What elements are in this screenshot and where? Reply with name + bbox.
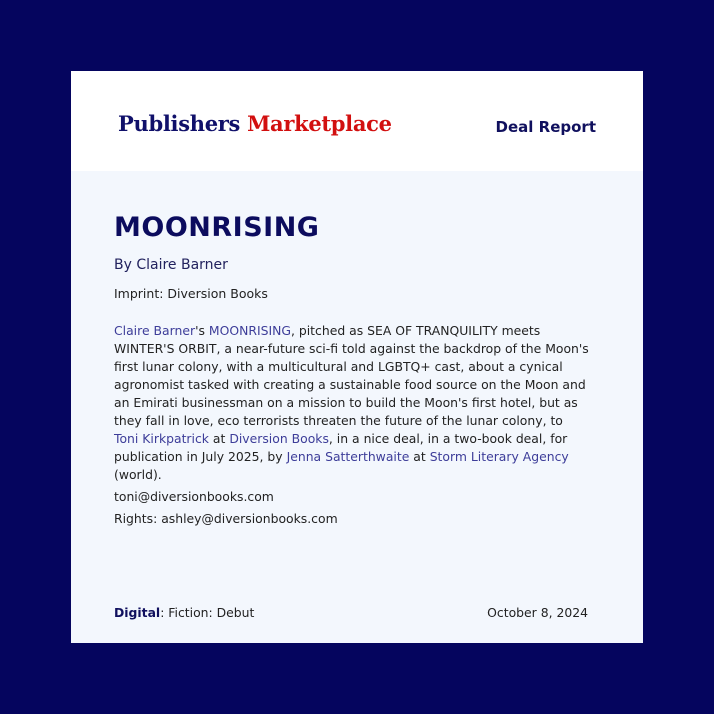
- description-text: , pitched as SEA OF TRANQUILITY meets WINTER'S ORBIT, a near-future sci-fi told against the backdrop of the Moon's first lunar colony, with a multicultural and LGBTQ+ cast, about a cynical agronomist tasked with creating a sustainable food source on the Moon and an Emirati businessman on a mission to build the Moon's first hotel, but as they fall in love, eco terrorists threaten the future of the lunar colony, to: [114, 322, 589, 428]
- description-text: 's: [195, 322, 209, 338]
- rights-contact: Rights: ashley@diversionbooks.com: [114, 510, 338, 526]
- editor-link[interactable]: Toni Kirkpatrick: [114, 430, 209, 446]
- logo-text-marketplace: Marketplace: [247, 111, 392, 136]
- author-link[interactable]: Claire Barner: [114, 322, 196, 338]
- title-link[interactable]: MOONRISING: [208, 322, 291, 338]
- description-text: (world).: [114, 466, 162, 482]
- deal-date: October 8, 2024: [487, 605, 588, 620]
- description-text: at: [409, 448, 430, 464]
- publisher-link[interactable]: Diversion Books: [229, 430, 329, 446]
- category-label: Digital: [114, 605, 161, 620]
- byline: By Claire Barner: [114, 256, 228, 273]
- agent-link[interactable]: Jenna Satterthwaite: [286, 448, 410, 464]
- imprint: Imprint: Diversion Books: [114, 285, 268, 301]
- description-text: at: [208, 430, 230, 446]
- logo-text-publishers: Publishers: [118, 111, 241, 136]
- deal-content: [114, 211, 589, 528]
- description-text: , in a nice deal, in a two-book deal, for publication in July 2025, by: [114, 430, 568, 464]
- deal-card: [71, 71, 643, 643]
- publishers-marketplace-logo[interactable]: [118, 111, 392, 136]
- deal-description: [114, 322, 589, 484]
- footer: [114, 605, 588, 620]
- header: [71, 71, 643, 171]
- deal-report-label: Deal Report: [495, 118, 596, 136]
- agency-link[interactable]: Storm Literary Agency: [429, 448, 569, 464]
- contact-email: toni@diversionbooks.com: [114, 488, 274, 504]
- book-title: MOONRISING: [114, 212, 320, 243]
- category-value: : Fiction: Debut: [160, 605, 255, 620]
